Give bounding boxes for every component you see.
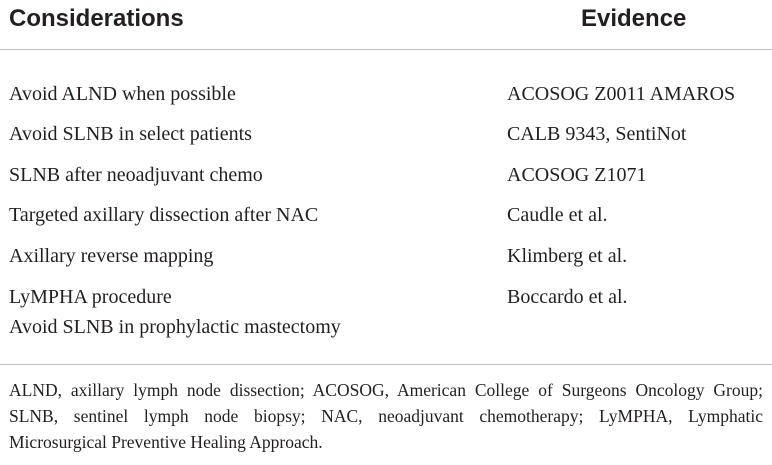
- row-3-evidence: ACOSOG Z1071: [507, 164, 647, 186]
- row-5-consideration: Axillary reverse mapping: [9, 245, 214, 267]
- header-considerations: Considerations: [9, 5, 184, 32]
- row-3-consideration: SLNB after neoadjuvant chemo: [9, 164, 263, 186]
- row-1-consideration: Avoid ALND when possible: [9, 83, 236, 105]
- row-6-evidence: Boccardo et al.: [507, 286, 628, 308]
- row-4-consideration: Targeted axillary dissection after NAC: [9, 204, 319, 226]
- row-6-consideration: LyMPHA procedure: [9, 286, 172, 308]
- footer-rule: [0, 364, 772, 365]
- row-2-evidence: CALB 9343, SentiNot: [507, 123, 687, 145]
- row-5-evidence: Klimberg et al.: [507, 245, 628, 267]
- table-footnote: ALND, axillary lymph node dissection; ACOSOG, American College of Surgeons Oncology Group; SLNB, sentinel lymph node biopsy; NAC, neoadjuvant chemotherapy; LyMPHA, Lymphatic Microsurgical Preventive Healing Approach.: [9, 380, 763, 452]
- header-rule: [0, 49, 772, 50]
- row-1-evidence: ACOSOG Z0011 AMAROS: [507, 83, 736, 105]
- header-evidence: Evidence: [581, 5, 687, 32]
- row-2-consideration: Avoid SLNB in select patients: [9, 123, 252, 145]
- row-4-evidence: Caudle et al.: [507, 204, 608, 226]
- row-7-consideration: Avoid SLNB in prophylactic mastectomy: [9, 316, 341, 338]
